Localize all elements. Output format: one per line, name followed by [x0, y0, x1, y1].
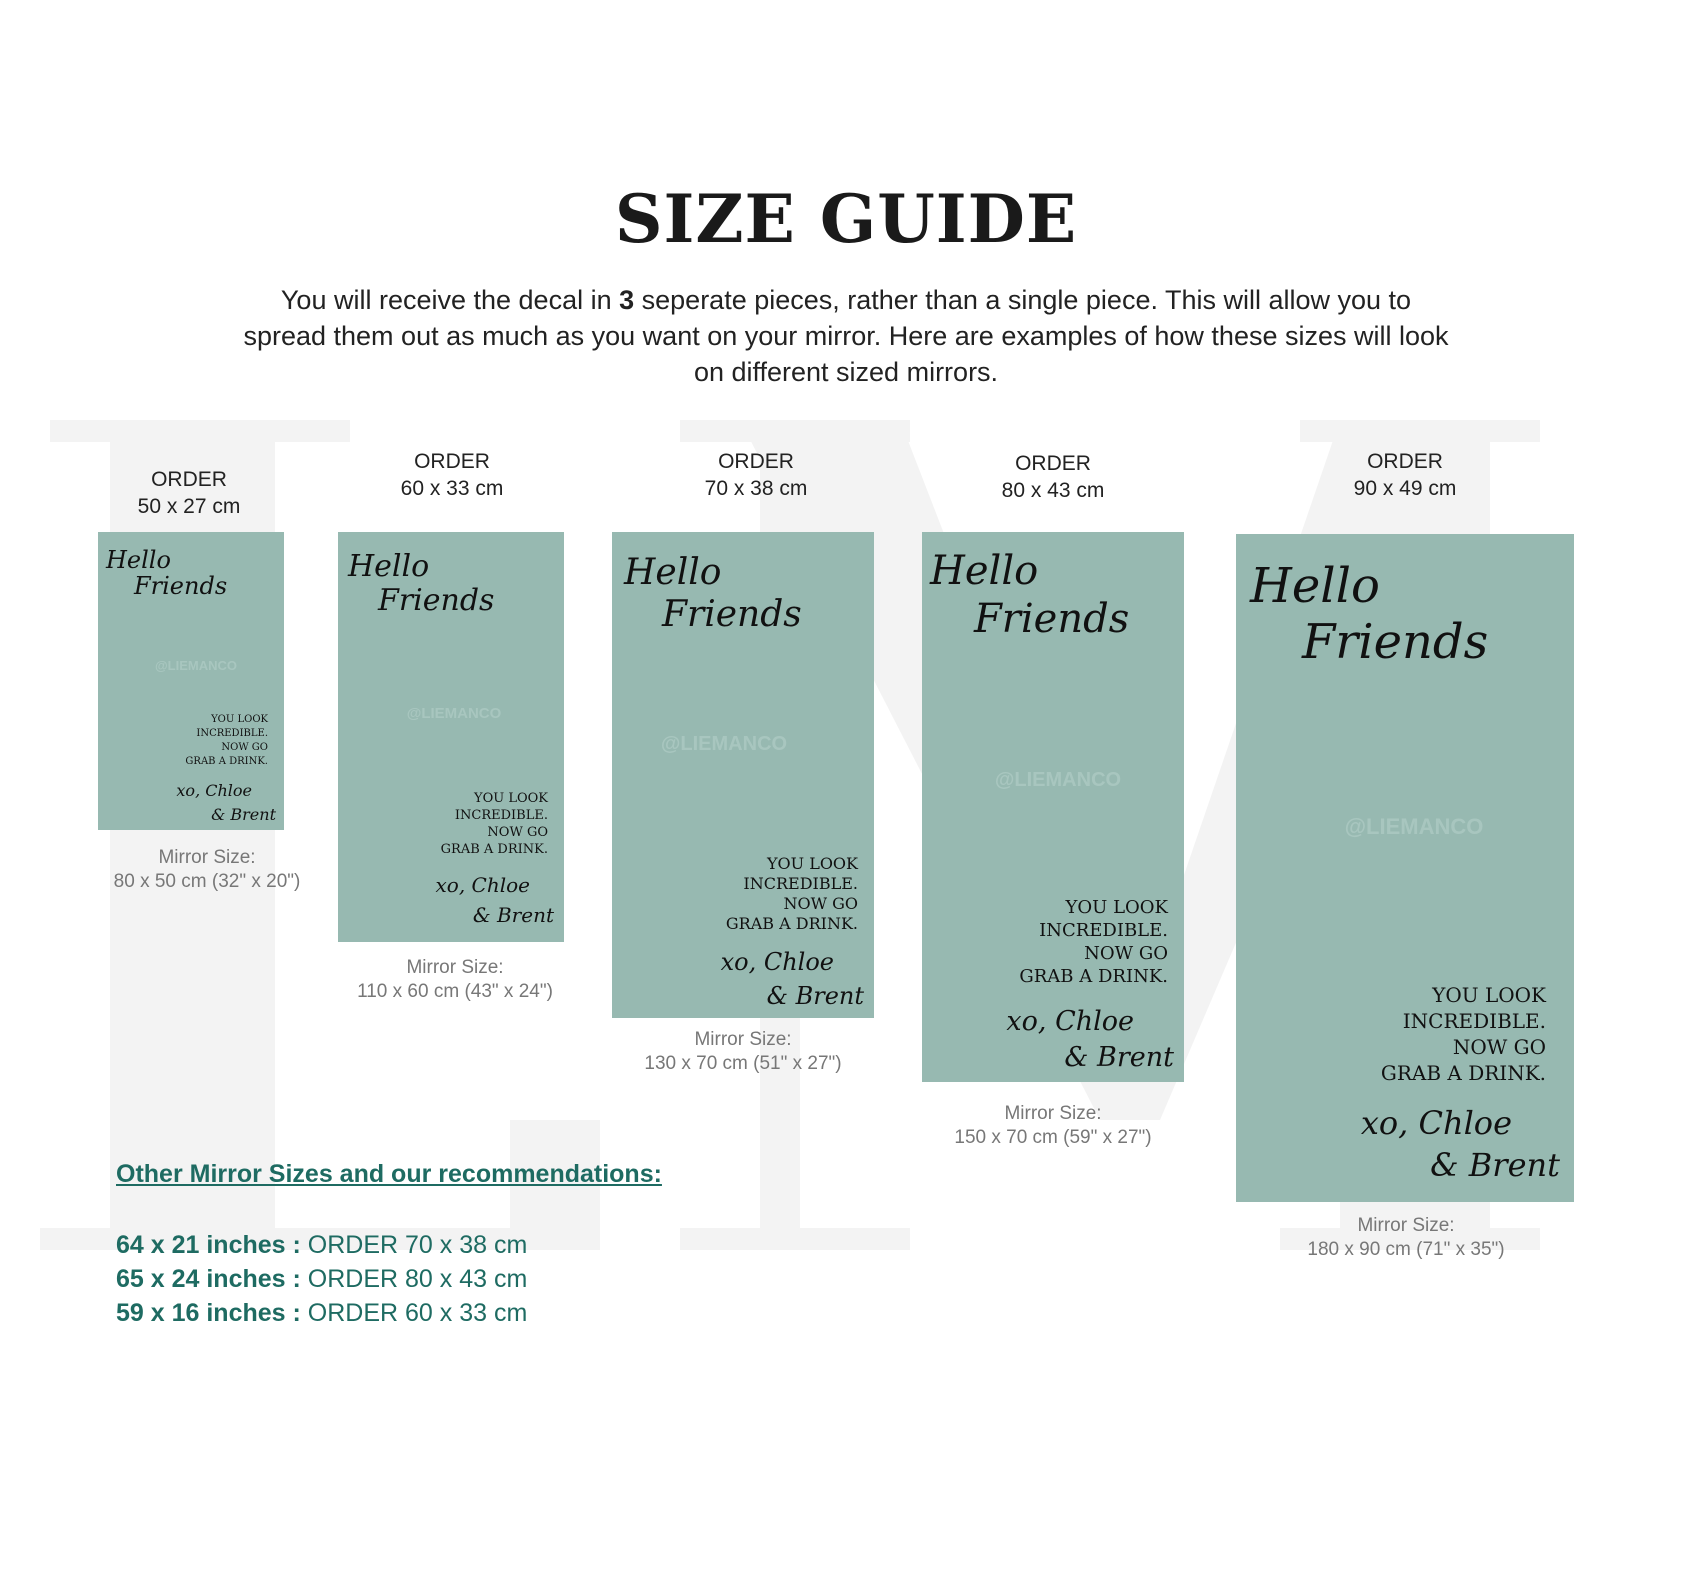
- decal-line-2: INCREDIBLE.: [454, 808, 548, 823]
- decal-watermark: @LIEMANCO: [994, 769, 1122, 791]
- recommendation-order: ORDER 80 x 43 cm: [300, 1265, 528, 1293]
- mirror-panel-3: [612, 532, 874, 1018]
- decal-line-2: INCREDIBLE.: [1402, 1009, 1546, 1033]
- page-title: SIZE GUIDE: [614, 180, 1078, 258]
- mirror-panel-4: [922, 532, 1184, 1082]
- decal-sig-2: & Brent: [211, 805, 276, 824]
- decal-line-3: NOW GO: [1452, 1035, 1546, 1059]
- decal-hello: Hello: [106, 546, 171, 574]
- mirror-size-value: 130 x 70 cm (51" x 27"): [644, 1053, 842, 1074]
- mirror-size-value: 110 x 60 cm (43" x 24"): [357, 981, 553, 1002]
- decal-friends: Friends: [134, 572, 228, 600]
- decal-line-4: GRAB A DRINK.: [725, 914, 858, 933]
- mirror-size-label-5: [1276, 1214, 1536, 1262]
- order-size: 80 x 43 cm: [1001, 479, 1105, 502]
- decal-preview-3: [612, 532, 874, 1018]
- decal-line-2: INCREDIBLE.: [196, 728, 268, 739]
- order-size: 70 x 38 cm: [704, 477, 808, 500]
- mirror-size-word: Mirror Size:: [1357, 1215, 1455, 1236]
- mirror-size-value: 180 x 90 cm (71" x 35"): [1307, 1239, 1505, 1260]
- decal-line-4: GRAB A DRINK.: [1019, 966, 1168, 987]
- decal-line-2: INCREDIBLE.: [743, 874, 858, 893]
- decal-line-1: YOU LOOK: [1065, 897, 1168, 918]
- decal-hello: Hello: [348, 549, 430, 584]
- decal-friends: Friends: [1302, 614, 1489, 670]
- decal-line-1: YOU LOOK: [211, 714, 268, 725]
- mirror-size-label-4: [922, 1102, 1184, 1150]
- decal-sig-1: xo, Chloe: [176, 781, 252, 800]
- decal-sig-1: xo, Chloe: [435, 873, 530, 897]
- decal-line-3: NOW GO: [1084, 943, 1168, 964]
- decal-line-3: NOW GO: [487, 825, 548, 840]
- decal-sig-2: & Brent: [1430, 1146, 1560, 1184]
- order-label-4: [922, 450, 1184, 504]
- decal-hello: Hello: [1250, 558, 1380, 614]
- order-label-3: [640, 448, 872, 502]
- decal-friends: Friends: [378, 583, 495, 618]
- decal-friends: Friends: [662, 594, 802, 635]
- decal-sig-2: & Brent: [766, 982, 864, 1010]
- decal-sig-1: xo, Chloe: [1360, 1104, 1512, 1142]
- decal-sig-1: xo, Chloe: [720, 948, 834, 976]
- decal-sig-1: xo, Chloe: [1006, 1006, 1134, 1037]
- recommendation-mirror: 59 x 16 inches :: [116, 1299, 301, 1327]
- recommendation-mirror: 64 x 21 inches :: [116, 1231, 301, 1259]
- order-label-2: [338, 448, 566, 502]
- decal-watermark: @LIEMANCO: [660, 733, 788, 755]
- order-word: ORDER: [1015, 452, 1091, 475]
- order-word: ORDER: [414, 450, 490, 473]
- decal-line-1: YOU LOOK: [474, 791, 548, 806]
- intro-piece-count: 3: [619, 285, 635, 315]
- decal-line-4: GRAB A DRINK.: [185, 756, 268, 767]
- mirror-size-word: Mirror Size:: [158, 847, 256, 868]
- recommendation-row: [116, 1262, 527, 1296]
- mirror-size-value: 150 x 70 cm (59" x 27"): [954, 1127, 1152, 1148]
- mirror-size-label-3: [612, 1028, 874, 1076]
- decal-line-3: NOW GO: [221, 742, 268, 753]
- decal-sig-2: & Brent: [472, 903, 554, 927]
- decal-preview-1: [98, 532, 284, 830]
- order-size: 60 x 33 cm: [400, 477, 504, 500]
- mirror-size-word: Mirror Size:: [1004, 1103, 1102, 1124]
- intro-part-1: You will receive the decal in: [280, 285, 620, 315]
- decal-line-4: GRAB A DRINK.: [1380, 1061, 1546, 1085]
- mirror-size-value: 80 x 50 cm (32" x 20"): [113, 871, 301, 892]
- decal-hello: Hello: [624, 552, 722, 593]
- mirror-size-word: Mirror Size:: [406, 957, 504, 978]
- decal-line-4: GRAB A DRINK.: [440, 842, 548, 857]
- intro-text: [240, 282, 1452, 390]
- order-word: ORDER: [151, 468, 227, 491]
- order-word: ORDER: [1367, 450, 1443, 473]
- decal-hello: Hello: [930, 548, 1039, 594]
- decal-watermark: @LIEMANCO: [154, 658, 238, 673]
- decal-preview-4: [922, 532, 1184, 1082]
- decal-line-1: YOU LOOK: [766, 854, 858, 873]
- recommendation-row: [116, 1296, 527, 1330]
- recommendation-mirror: 65 x 24 inches :: [116, 1265, 301, 1293]
- recommendation-order: ORDER 60 x 33 cm: [300, 1299, 528, 1327]
- recommendation-row: [116, 1228, 527, 1262]
- order-size: 90 x 49 cm: [1353, 477, 1457, 500]
- recommendation-order: ORDER 70 x 38 cm: [300, 1231, 528, 1259]
- decal-preview-2: [338, 532, 564, 942]
- decal-line-2: INCREDIBLE.: [1039, 920, 1168, 941]
- mirror-panel-5: [1236, 534, 1574, 1202]
- decal-sig-2: & Brent: [1064, 1042, 1174, 1073]
- order-label-1: [96, 466, 282, 520]
- mirror-size-label-2: [330, 956, 580, 1004]
- decal-line-1: YOU LOOK: [1432, 983, 1546, 1007]
- mirror-size-label-1: [96, 846, 318, 894]
- decal-preview-5: [1236, 534, 1574, 1202]
- recommendations-heading: Other Mirror Sizes and our recommendations:: [116, 1160, 662, 1188]
- mirror-panel-1: [98, 532, 284, 830]
- intro-part-2: seperate pieces, rather than a single piece. This will allow you to spread them out as much as you want on your mirror. Here are examples of how these sizes will look on different sized mirrors.: [243, 285, 1449, 387]
- mirror-size-word: Mirror Size:: [694, 1029, 792, 1050]
- decal-watermark: @LIEMANCO: [406, 705, 502, 722]
- order-word: ORDER: [718, 450, 794, 473]
- decal-watermark: @LIEMANCO: [1344, 814, 1484, 839]
- decal-friends: Friends: [974, 596, 1130, 642]
- order-size: 50 x 27 cm: [137, 495, 241, 518]
- decal-line-3: NOW GO: [783, 894, 858, 913]
- order-label-5: [1236, 448, 1574, 502]
- recommendations-list: [116, 1228, 527, 1330]
- mirror-panel-2: [338, 532, 564, 942]
